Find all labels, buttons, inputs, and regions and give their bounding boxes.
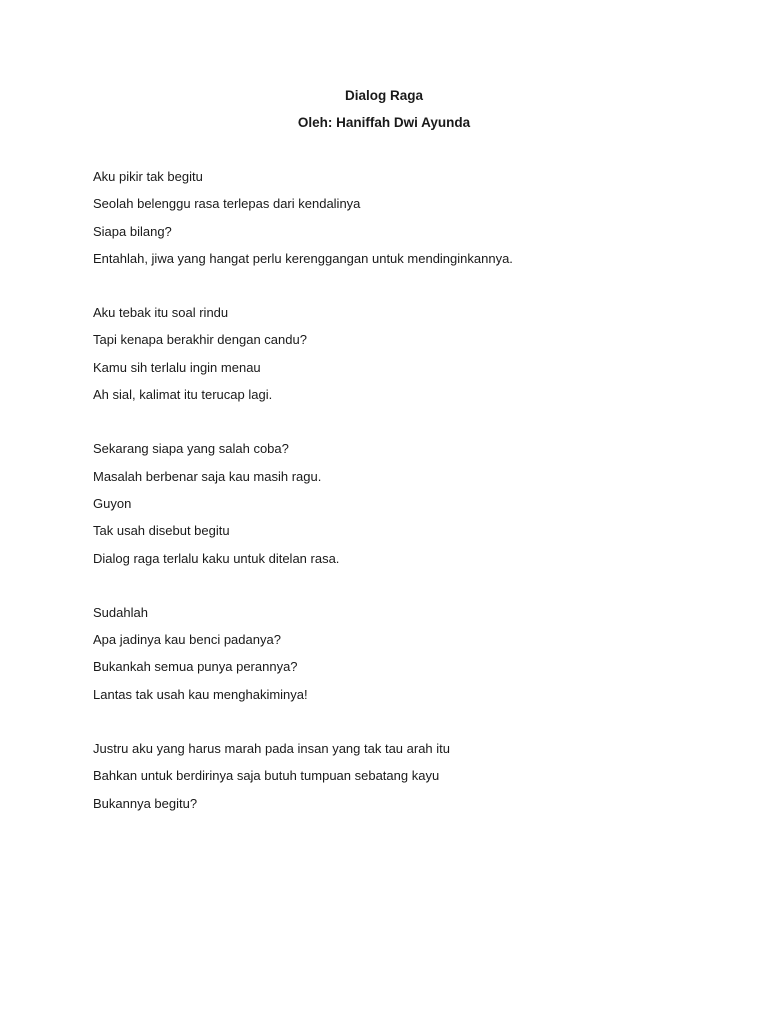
poem-line: Bukannya begitu? — [93, 795, 198, 811]
stanza-2 — [93, 304, 693, 413]
poem-line: Aku tebak itu soal rindu — [93, 305, 229, 321]
stanza-3 — [93, 440, 693, 576]
poem-line: Sekarang siapa yang salah coba? — [93, 441, 289, 457]
poem-line: Seolah belenggu rasa terlepas dari kendalinya — [93, 196, 361, 212]
poem-line: Bukankah semua punya perannya? — [93, 659, 298, 675]
poem-line: Tapi kenapa berakhir dengan candu? — [93, 332, 307, 348]
poem-line: Guyon — [93, 495, 132, 511]
poem-line: Apa jadinya kau benci padanya? — [93, 632, 281, 648]
poem-line: Dialog raga terlalu kaku untuk ditelan rasa. — [93, 550, 340, 566]
poem-line: Bahkan untuk berdirinya saja butuh tumpuan sebatang kayu — [93, 768, 440, 784]
poem-line: Lantas tak usah kau menghakiminya! — [93, 686, 308, 702]
stanza-5 — [93, 740, 693, 822]
stanza-1 — [93, 168, 693, 277]
poem-line: Entahlah, jiwa yang hangat perlu kerenggangan untuk mendinginkannya. — [93, 250, 513, 266]
poem-line: Ah sial, kalimat itu terucap lagi. — [93, 387, 273, 403]
poem-line: Sudahlah — [93, 604, 148, 620]
stanza-4 — [93, 604, 693, 713]
poem-line: Siapa bilang? — [93, 223, 172, 239]
poem-body — [93, 168, 693, 849]
poem-line: Tak usah disebut begitu — [93, 523, 230, 539]
poem-line: Kamu sih terlalu ingin menau — [93, 359, 261, 375]
poem-line: Masalah berbenar saja kau masih ragu. — [93, 468, 322, 484]
poem-line: Aku pikir tak begitu — [93, 169, 203, 184]
poem-line: Justru aku yang harus marah pada insan yang tak tau arah itu — [93, 741, 450, 757]
poem-author: Oleh: Haniffah Dwi Ayunda — [297, 115, 471, 130]
poem-title: Dialog Raga — [344, 88, 423, 103]
